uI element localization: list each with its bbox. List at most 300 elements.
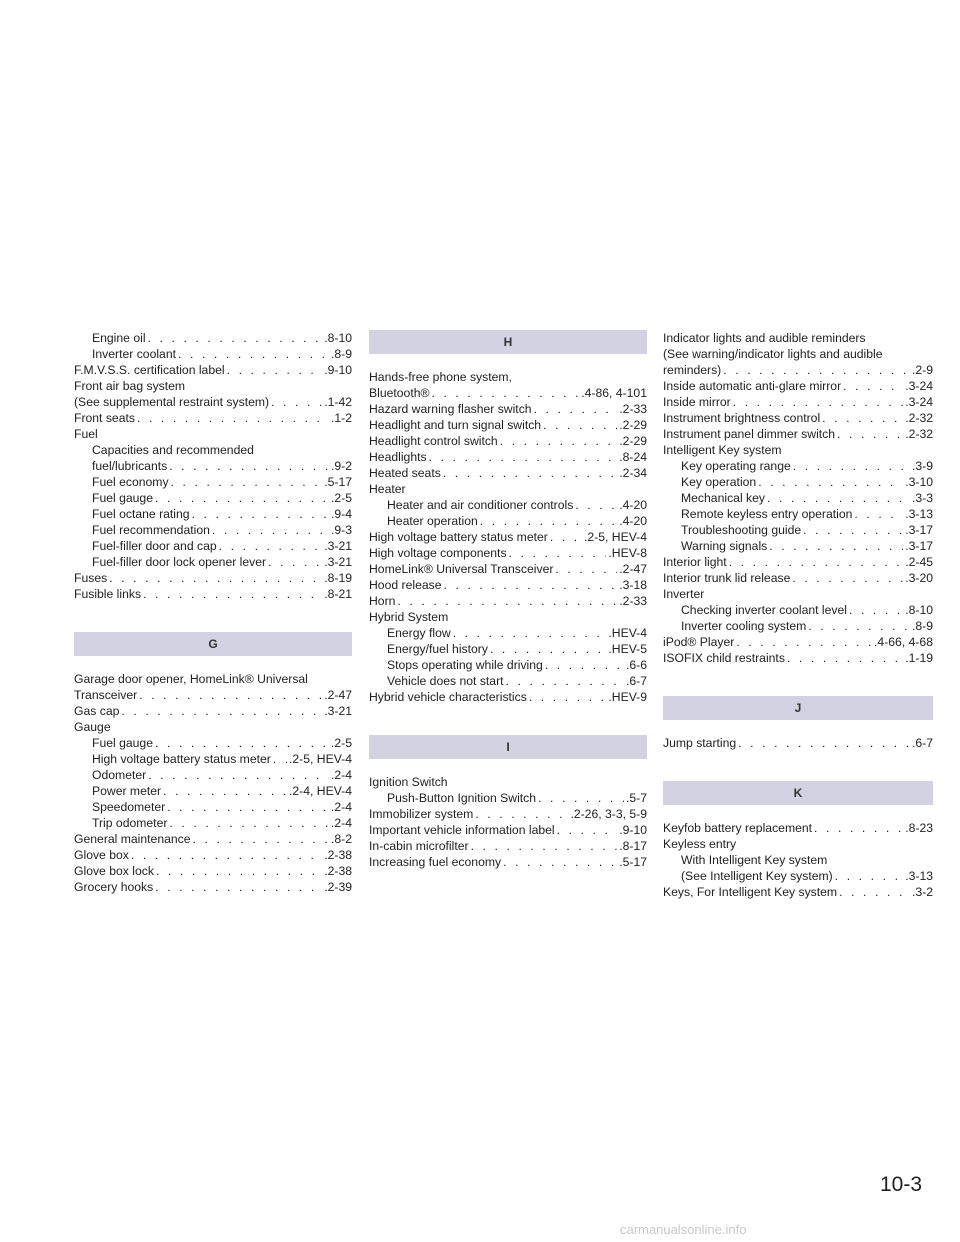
index-entry bbox=[663, 602, 933, 618]
index-entry-term: Hazard warning flasher switch bbox=[369, 402, 532, 416]
index-entry-term: Odometer bbox=[92, 768, 147, 782]
section-header: J bbox=[663, 696, 933, 720]
index-entry bbox=[74, 783, 352, 799]
dot-leader bbox=[803, 522, 903, 538]
index-entry-term: Important vehicle information label bbox=[369, 823, 555, 837]
index-entry-page: .4-66, 4-68 bbox=[874, 635, 933, 649]
index-entry bbox=[74, 458, 352, 474]
index-subheading: Indicator lights and audible reminders bbox=[663, 331, 866, 345]
index-entry bbox=[369, 513, 647, 529]
index-entry bbox=[74, 863, 352, 879]
index-subheading: Ignition Switch bbox=[369, 775, 448, 789]
index-entry bbox=[369, 641, 647, 657]
index-entry-page: .3-24 bbox=[905, 395, 933, 409]
section-spacer bbox=[74, 602, 352, 632]
index-subheading: (See warning/indicator lights and audible bbox=[663, 347, 883, 361]
dot-leader bbox=[453, 625, 607, 641]
index-entry-term: Heater and air conditioner controls bbox=[387, 498, 574, 512]
index-entry-term: Grocery hooks bbox=[74, 880, 154, 894]
dot-leader bbox=[155, 735, 329, 751]
index-entry bbox=[369, 790, 647, 806]
dot-leader bbox=[767, 490, 910, 506]
index-entry-term: (See supplemental restraint system) bbox=[74, 395, 270, 409]
index-column-2 bbox=[369, 330, 647, 870]
index-entry-page: .2-32 bbox=[905, 411, 933, 425]
index-entry bbox=[663, 820, 933, 836]
index-entry-page: .4-86, 4-101 bbox=[581, 386, 647, 400]
dot-leader bbox=[109, 570, 322, 586]
index-entry bbox=[663, 490, 933, 506]
index-entry bbox=[369, 417, 647, 433]
index-entry bbox=[369, 497, 647, 513]
dot-leader bbox=[431, 385, 579, 401]
index-entry-page: .HEV-4 bbox=[608, 626, 647, 640]
dot-leader bbox=[506, 673, 624, 689]
index-entry-term: Checking inverter coolant level bbox=[681, 603, 847, 617]
index-subheading: Capacities and recommended bbox=[92, 443, 254, 457]
index-entry-term: Fuses bbox=[74, 571, 108, 585]
index-column-1 bbox=[74, 330, 352, 895]
index-entry-term: Fuel-filler door lock opener lever bbox=[92, 555, 267, 569]
index-entry bbox=[663, 554, 933, 570]
section-header: K bbox=[663, 781, 933, 805]
index-entry bbox=[663, 410, 933, 426]
index-entry bbox=[369, 625, 647, 641]
index-entry-page: .2-38 bbox=[324, 864, 352, 878]
index-entry-term: In-cabin microfilter bbox=[369, 839, 469, 853]
dot-leader bbox=[503, 854, 617, 870]
index-entry-page: .HEV-5 bbox=[608, 642, 647, 656]
dot-leader bbox=[849, 602, 903, 618]
index-subheading: Inverter bbox=[663, 587, 705, 601]
index-entry bbox=[74, 538, 352, 554]
index-entry bbox=[369, 593, 647, 609]
index-entry bbox=[663, 522, 933, 538]
index-entry-term: High voltage battery status meter bbox=[92, 752, 271, 766]
index-entry-page: .2-5 bbox=[330, 736, 352, 750]
section-spacer bbox=[369, 705, 647, 735]
index-entry-page: .2-4 bbox=[330, 800, 352, 814]
dot-leader bbox=[854, 506, 903, 522]
dot-leader bbox=[429, 449, 618, 465]
index-entry-term: Troubleshooting guide bbox=[681, 523, 802, 537]
index-entry-term: Front seats bbox=[74, 411, 135, 425]
index-entry bbox=[74, 474, 352, 490]
dot-leader bbox=[163, 783, 287, 799]
dot-leader bbox=[839, 884, 910, 900]
dot-leader bbox=[192, 506, 329, 522]
index-entry-page: .8-17 bbox=[619, 839, 647, 853]
index-entry-term: Inverter coolant bbox=[92, 347, 177, 361]
index-entry-page: .3-21 bbox=[324, 539, 352, 553]
dot-leader bbox=[509, 545, 607, 561]
index-entry-page: .4-20 bbox=[619, 498, 647, 512]
index-entry-page: .HEV-9 bbox=[608, 690, 647, 704]
index-column-3 bbox=[663, 330, 933, 900]
index-entry bbox=[74, 847, 352, 863]
dot-leader bbox=[822, 410, 903, 426]
index-entry-term: Trip odometer bbox=[92, 816, 168, 830]
index-entry-term: High voltage battery status meter bbox=[369, 530, 548, 544]
index-entry bbox=[663, 618, 933, 634]
index-entry bbox=[74, 735, 352, 751]
index-entry-page: .HEV-8 bbox=[608, 546, 647, 560]
index-entry-term: Glove box bbox=[74, 848, 129, 862]
index-entry-page: .2-45 bbox=[905, 555, 933, 569]
dot-leader bbox=[814, 820, 903, 836]
dot-leader bbox=[219, 538, 323, 554]
index-entry bbox=[369, 577, 647, 593]
index-entry-term: Heater operation bbox=[387, 514, 478, 528]
index-entry bbox=[74, 767, 352, 783]
index-entry bbox=[663, 362, 933, 378]
index-entry-page: .2-38 bbox=[324, 848, 352, 862]
index-entry bbox=[663, 506, 933, 522]
index-entry-term: Vehicle does not start bbox=[387, 674, 504, 688]
section-spacer bbox=[663, 805, 933, 820]
dot-leader bbox=[490, 641, 606, 657]
dot-leader bbox=[557, 822, 618, 838]
index-entry-term: Hood release bbox=[369, 578, 442, 592]
index-subheading: Intelligent Key system bbox=[663, 443, 782, 457]
section-header: H bbox=[369, 330, 647, 354]
index-entry-page: .8-2 bbox=[330, 832, 352, 846]
index-entry-page: .1-19 bbox=[905, 651, 933, 665]
index-entry-page: .3-21 bbox=[324, 555, 352, 569]
index-entry-page: .2-26, 3-3, 5-9 bbox=[570, 807, 647, 821]
index-entry-page: .8-23 bbox=[905, 821, 933, 835]
index-entry-term: Jump starting bbox=[663, 736, 737, 750]
dot-leader bbox=[193, 831, 329, 847]
index-entry bbox=[369, 838, 647, 854]
index-subheading: Garage door opener, HomeLink® Universal bbox=[74, 672, 308, 686]
index-entry-page: .9-3 bbox=[330, 523, 352, 537]
section-header: I bbox=[369, 735, 647, 759]
index-entry-term: fuel/lubricants bbox=[92, 459, 168, 473]
section-header: G bbox=[74, 632, 352, 656]
index-entry-page: .9-2 bbox=[330, 459, 352, 473]
index-entry-term: High voltage components bbox=[369, 546, 507, 560]
index-entry-page: .3-21 bbox=[324, 704, 352, 718]
index-entry-page: .2-4, HEV-4 bbox=[289, 784, 352, 798]
index-entry-page: .5-7 bbox=[625, 791, 647, 805]
index-entry bbox=[74, 410, 352, 426]
dot-leader bbox=[212, 522, 329, 538]
index-entry-term: Engine oil bbox=[92, 331, 146, 345]
index-entry bbox=[369, 806, 647, 822]
index-entry bbox=[74, 751, 352, 767]
dot-leader bbox=[758, 474, 903, 490]
dot-leader bbox=[769, 538, 903, 554]
index-entry bbox=[663, 868, 933, 884]
index-entry bbox=[369, 449, 647, 465]
section-spacer bbox=[74, 656, 352, 671]
index-entry bbox=[369, 689, 647, 705]
dot-leader bbox=[155, 879, 322, 895]
index-entry-term: Headlights bbox=[369, 450, 427, 464]
index-entry-term: (See Intelligent Key system) bbox=[681, 869, 833, 883]
index-subheading: Heater bbox=[369, 482, 406, 496]
index-entry bbox=[369, 529, 647, 545]
index-entry bbox=[74, 879, 352, 895]
section-spacer bbox=[663, 720, 933, 735]
index-subheading: Hands-free phone system, bbox=[369, 370, 512, 384]
index-entry bbox=[74, 394, 352, 410]
index-entry-term: reminders) bbox=[663, 363, 722, 377]
index-entry bbox=[663, 634, 933, 650]
index-entry-page: .3-2 bbox=[911, 885, 933, 899]
index-entry-page: .2-47 bbox=[619, 562, 647, 576]
index-entry-term: Push-Button Ignition Switch bbox=[387, 791, 537, 805]
index-entry-term: Interior trunk lid release bbox=[663, 571, 791, 585]
index-entry-page: .2-32 bbox=[905, 427, 933, 441]
index-entry bbox=[369, 465, 647, 481]
index-entry-page: .3-9 bbox=[911, 459, 933, 473]
index-entry bbox=[74, 703, 352, 719]
dot-leader bbox=[529, 689, 607, 705]
index-subheading: Gauge bbox=[74, 720, 111, 734]
index-entry-term: Bluetooth® bbox=[369, 386, 430, 400]
watermark: carmanualsonline.info bbox=[620, 1222, 747, 1237]
index-entry-page: .9-10 bbox=[324, 363, 352, 377]
index-entry-term: ISOFIX child restraints bbox=[663, 651, 785, 665]
index-entry-page: .5-17 bbox=[324, 475, 352, 489]
index-entry-term: Instrument panel dimmer switch bbox=[663, 427, 836, 441]
dot-leader bbox=[787, 650, 903, 666]
dot-leader bbox=[121, 703, 322, 719]
index-entry-page: .1-42 bbox=[324, 395, 352, 409]
index-entry-page: .8-9 bbox=[330, 347, 352, 361]
index-entry bbox=[663, 394, 933, 410]
index-entry bbox=[663, 426, 933, 442]
index-entry bbox=[369, 401, 647, 417]
index-entry bbox=[663, 570, 933, 586]
index-entry-term: Transceiver bbox=[74, 688, 138, 702]
dot-leader bbox=[480, 513, 617, 529]
dot-leader bbox=[156, 863, 322, 879]
dot-leader bbox=[471, 838, 618, 854]
index-entry-term: Fuel-filler door and cap bbox=[92, 539, 217, 553]
index-entry-page: .2-5, HEV-4 bbox=[289, 752, 352, 766]
index-entry-term: Warning signals bbox=[681, 539, 768, 553]
index-entry-term: Stops operating while driving bbox=[387, 658, 543, 672]
index-entry-page: .3-18 bbox=[619, 578, 647, 592]
dot-leader bbox=[148, 330, 323, 346]
dot-leader bbox=[575, 497, 617, 513]
dot-leader bbox=[443, 465, 617, 481]
index-entry bbox=[74, 815, 352, 831]
section-spacer bbox=[663, 751, 933, 781]
index-entry-term: Remote keyless entry operation bbox=[681, 507, 853, 521]
dot-leader bbox=[729, 554, 904, 570]
dot-leader bbox=[843, 378, 903, 394]
index-entry bbox=[663, 650, 933, 666]
index-entry-page: .9-4 bbox=[330, 507, 352, 521]
index-entry-page: .8-24 bbox=[619, 450, 647, 464]
index-entry-term: Horn bbox=[369, 594, 396, 608]
index-entry-term: Mechanical key bbox=[681, 491, 765, 505]
dot-leader bbox=[169, 458, 329, 474]
index-entry-term: Fuel gauge bbox=[92, 491, 153, 505]
dot-leader bbox=[475, 806, 568, 822]
dot-leader bbox=[550, 529, 582, 545]
index-entry bbox=[663, 735, 933, 751]
index-entry bbox=[74, 799, 352, 815]
dot-leader bbox=[444, 577, 618, 593]
index-entry-term: Energy flow bbox=[387, 626, 451, 640]
index-entry-term: Fuel gauge bbox=[92, 736, 153, 750]
dot-leader bbox=[555, 561, 617, 577]
dot-leader bbox=[139, 687, 322, 703]
index-entry-page: .3-24 bbox=[905, 379, 933, 393]
dot-leader bbox=[271, 394, 322, 410]
index-entry-term: Fuel economy bbox=[92, 475, 169, 489]
index-entry-page: .3-17 bbox=[905, 539, 933, 553]
index-entry-page: .6-7 bbox=[911, 736, 933, 750]
index-entry bbox=[369, 561, 647, 577]
page-number: 10-3 bbox=[880, 1173, 923, 1196]
index-entry bbox=[74, 346, 352, 362]
dot-leader bbox=[227, 362, 323, 378]
index-entry-page: .8-21 bbox=[324, 587, 352, 601]
dot-leader bbox=[736, 634, 872, 650]
dot-leader bbox=[792, 570, 903, 586]
index-entry-term: General maintenance bbox=[74, 832, 191, 846]
index-subheading: Fuel bbox=[74, 427, 98, 441]
index-entry bbox=[663, 458, 933, 474]
index-entry-page: .2-29 bbox=[619, 434, 647, 448]
dot-leader bbox=[538, 790, 624, 806]
dot-leader bbox=[835, 868, 903, 884]
index-entry bbox=[663, 474, 933, 490]
dot-leader bbox=[273, 751, 287, 767]
dot-leader bbox=[723, 362, 910, 378]
index-entry-term: Glove box lock bbox=[74, 864, 154, 878]
dot-leader bbox=[837, 426, 903, 442]
index-entry bbox=[74, 570, 352, 586]
index-entry-term: Power meter bbox=[92, 784, 162, 798]
index-entry bbox=[369, 822, 647, 838]
dot-leader bbox=[543, 417, 617, 433]
index-entry bbox=[74, 687, 352, 703]
dot-leader bbox=[155, 490, 329, 506]
index-entry-term: Inverter cooling system bbox=[681, 619, 807, 633]
index-entry-page: .2-34 bbox=[619, 466, 647, 480]
section-spacer bbox=[663, 666, 933, 696]
dot-leader bbox=[500, 433, 618, 449]
index-entry bbox=[74, 490, 352, 506]
index-entry-page: .3-10 bbox=[905, 475, 933, 489]
index-entry-page: .3-13 bbox=[905, 869, 933, 883]
index-entry bbox=[663, 378, 933, 394]
index-entry bbox=[74, 362, 352, 378]
index-entry-term: iPod® Player bbox=[663, 635, 735, 649]
index-entry-term: Energy/fuel history bbox=[387, 642, 488, 656]
index-entry-page: .6-7 bbox=[625, 674, 647, 688]
index-entry-page: .2-4 bbox=[330, 768, 352, 782]
index-entry-page: .3-17 bbox=[905, 523, 933, 537]
index-subheading: With Intelligent Key system bbox=[681, 853, 828, 867]
index-entry bbox=[663, 884, 933, 900]
index-entry-term: Heated seats bbox=[369, 466, 441, 480]
index-entry-page: .8-9 bbox=[911, 619, 933, 633]
index-entry bbox=[663, 538, 933, 554]
index-entry-term: Hybrid vehicle characteristics bbox=[369, 690, 527, 704]
dot-leader bbox=[137, 410, 329, 426]
dot-leader bbox=[808, 618, 910, 634]
index-entry-term: Speedometer bbox=[92, 800, 166, 814]
index-entry bbox=[74, 586, 352, 602]
index-entry-page: .2-47 bbox=[324, 688, 352, 702]
index-entry-term: Instrument brightness control bbox=[663, 411, 821, 425]
dot-leader bbox=[167, 799, 329, 815]
index-entry bbox=[74, 506, 352, 522]
index-entry-page: .2-4 bbox=[330, 816, 352, 830]
index-entry-term: Fusible links bbox=[74, 587, 142, 601]
index-entry bbox=[369, 545, 647, 561]
dot-leader bbox=[268, 554, 322, 570]
index-entry bbox=[369, 657, 647, 673]
index-entry-term: Fuel octane rating bbox=[92, 507, 190, 521]
index-entry bbox=[369, 385, 647, 401]
index-entry bbox=[74, 330, 352, 346]
index-entry-page: .3-20 bbox=[905, 571, 933, 585]
dot-leader bbox=[131, 847, 322, 863]
dot-leader bbox=[738, 735, 910, 751]
dot-leader bbox=[169, 815, 329, 831]
index-entry-page: .8-10 bbox=[905, 603, 933, 617]
index-entry-term: Inside automatic anti-glare mirror bbox=[663, 379, 842, 393]
index-entry-page: .3-13 bbox=[905, 507, 933, 521]
index-entry-page: .2-33 bbox=[619, 594, 647, 608]
index-entry-term: Headlight and turn signal switch bbox=[369, 418, 542, 432]
index-entry-page: .1-2 bbox=[330, 411, 352, 425]
index-entry-page: .2-9 bbox=[911, 363, 933, 377]
index-entry-term: Immobilizer system bbox=[369, 807, 474, 821]
index-entry-page: .8-19 bbox=[324, 571, 352, 585]
index-entry-term: F.M.V.S.S. certification label bbox=[74, 363, 225, 377]
section-spacer bbox=[369, 354, 647, 369]
index-entry bbox=[369, 673, 647, 689]
index-entry-page: .2-5 bbox=[330, 491, 352, 505]
index-entry-page: .2-33 bbox=[619, 402, 647, 416]
dot-leader bbox=[793, 458, 910, 474]
index-entry-term: Increasing fuel economy bbox=[369, 855, 502, 869]
index-entry-page: .2-5, HEV-4 bbox=[584, 530, 647, 544]
index-entry-page: .8-10 bbox=[324, 331, 352, 345]
index-entry-term: Gas cap bbox=[74, 704, 120, 718]
index-entry-term: Keyfob battery replacement bbox=[663, 821, 813, 835]
index-entry bbox=[74, 831, 352, 847]
dot-leader bbox=[148, 767, 329, 783]
index-entry-page: .3-3 bbox=[911, 491, 933, 505]
dot-leader bbox=[733, 394, 903, 410]
index-entry-term: HomeLink® Universal Transceiver bbox=[369, 562, 554, 576]
index-entry bbox=[369, 433, 647, 449]
index-subheading: Keyless entry bbox=[663, 837, 737, 851]
index-entry bbox=[369, 854, 647, 870]
index-subheading: Hybrid System bbox=[369, 610, 449, 624]
index-entry-term: Key operating range bbox=[681, 459, 791, 473]
index-entry-page: .9-10 bbox=[619, 823, 647, 837]
index-entry-page: .4-20 bbox=[619, 514, 647, 528]
dot-leader bbox=[534, 401, 618, 417]
index-entry-term: Interior light bbox=[663, 555, 727, 569]
index-entry-term: Fuel recommendation bbox=[92, 523, 210, 537]
index-entry-page: .2-39 bbox=[324, 880, 352, 894]
index-entry bbox=[74, 522, 352, 538]
index-entry-term: Keys, For Intelligent Key system bbox=[663, 885, 838, 899]
